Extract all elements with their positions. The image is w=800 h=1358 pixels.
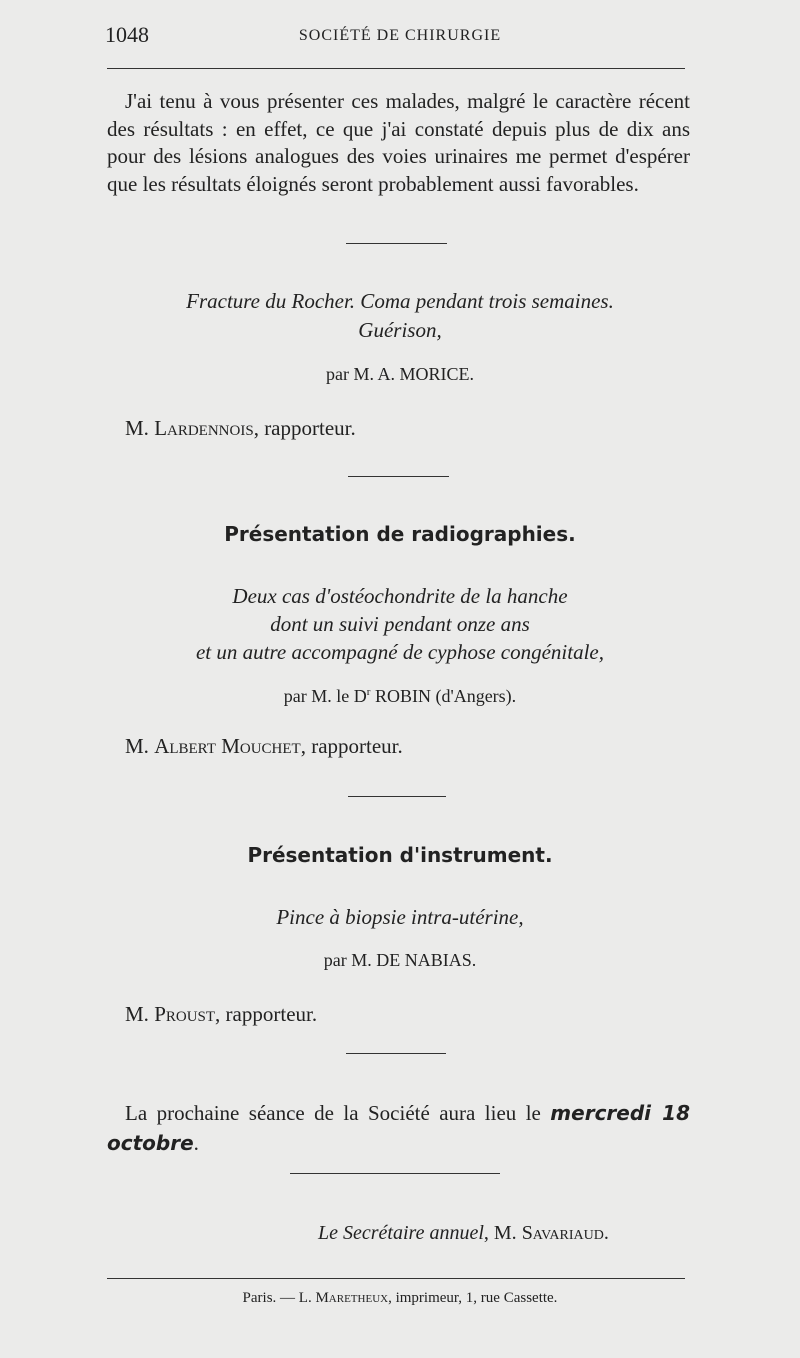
author-name: MORICE. [399,364,474,384]
radiographies-author [90,686,710,707]
page-number: 1048 [105,22,149,47]
running-title: SOCIÉTÉ DE CHIRURGIE [298,27,502,44]
instrument-heading: Présentation d'instrument. [247,843,553,867]
footer-prefix: Paris. — L. [242,1290,316,1306]
instrument-title: Pince à biopsie intra-utérine, [276,905,524,929]
rapporteur-name: Albert Mouchet [154,734,301,758]
fracture-author [90,364,710,385]
intro-paragraph [107,88,690,198]
radiographies-line1: Deux cas d'ostéochondrite de la hanche [232,584,568,608]
header-rule [107,68,685,69]
author-name: DE NABIAS. [376,950,477,970]
printer-footer [0,1290,800,1307]
author-name: ROBIN (d'Angers). [370,686,517,706]
rapporteur-prefix: M. [125,1002,155,1026]
fracture-rapporteur [125,416,356,441]
announcement-text: La prochaine séance de la Société aura lieu le [125,1101,551,1125]
rapporteur-name: Proust [154,1002,216,1026]
section-separator [346,243,447,244]
footer-rule [107,1278,685,1279]
radiographies-line3: et un autre accompagné de cyphose congénitale, [195,640,604,664]
radiographies-rapporteur [125,734,403,759]
section-separator [348,796,446,797]
instrument-rapporteur [125,1002,317,1027]
intro-text: J'ai tenu à vous présenter ces malades, malgré le caractère récent des résultats : en effet, ce que j'ai constaté depuis plus de dix ans pour des lésions analogues des voies urinaires me permet d'espérer que les résultats éloignés seront probablement aussi favorables. [107,89,690,196]
rapporteur-suffix: , rapporteur. [300,734,403,758]
rapporteur-suffix: , rapporteur. [253,416,356,440]
signature-name: Savariaud. [521,1222,609,1244]
signature-role: Le Secrétaire annuel [318,1222,484,1244]
author-prefix: par M. [323,950,377,970]
radiographies-heading: Présentation de radiographies. [224,522,576,546]
announcement-end: . [193,1131,199,1155]
instrument-author [90,950,710,971]
signature [318,1222,609,1245]
author-prefix: par M. A. [325,364,400,384]
rapporteur-name: Lardennois [154,416,254,440]
radiographies-line2: dont un suivi pendant onze ans [270,612,530,636]
footer-printer: Maretheux [315,1290,389,1306]
rapporteur-prefix: M. [125,734,155,758]
author-prefix: par M. le D [283,686,367,706]
announcement-date: mercredi 18 octobre [107,1101,690,1155]
signature-sep: , M. [483,1222,522,1244]
fracture-title-line1: Fracture du Rocher. Coma pendant trois semaines. [186,289,614,313]
rapporteur-prefix: M. [125,416,155,440]
fracture-title-line2: Guérison, [358,318,442,342]
announcement-paragraph [107,1098,690,1158]
section-separator [290,1173,500,1174]
footer-suffix: , imprimeur, 1, rue Cassette. [388,1290,558,1306]
rapporteur-suffix: , rapporteur. [215,1002,318,1026]
section-separator [348,476,449,477]
author-superscript: r [366,686,371,698]
section-separator [346,1053,446,1054]
